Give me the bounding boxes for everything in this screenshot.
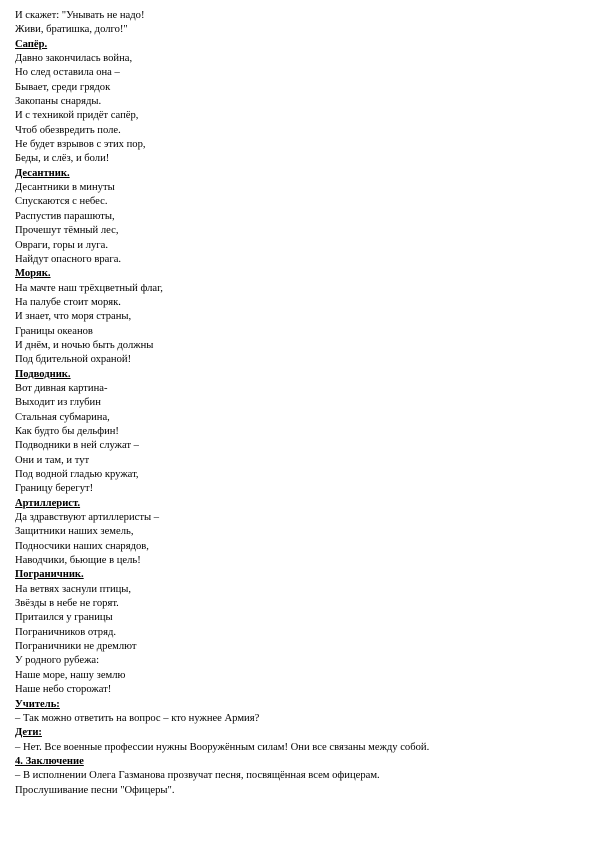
text-line: Под бдительной охраной!: [15, 354, 132, 366]
text-line: Найдут опасного врага.: [15, 253, 122, 265]
section-heading: Артиллерист.: [15, 497, 81, 509]
text-line: Наводчики, бьющие в цель!: [15, 555, 141, 567]
text-line: Закопаны снаряды.: [15, 96, 102, 108]
text-line: Но след оставила она –: [15, 67, 120, 79]
text-line: Десантники в минуты: [15, 182, 115, 194]
text-line: Выходит из глубин: [15, 397, 101, 409]
text-line: И днём, и ночью быть должны: [15, 339, 154, 351]
text-line: На мачте наш трёхцветный флаг,: [15, 282, 163, 294]
text-line: Чтоб обезвредить поле.: [15, 124, 121, 136]
document-page: [15, 9, 585, 798]
section-heading: Учитель:: [15, 698, 60, 710]
text-line: Не будет взрывов с этих пор,: [15, 139, 146, 151]
text-line: Пограничников отряд.: [15, 626, 116, 638]
text-line: И скажет: "Унывать не надо!: [15, 10, 145, 21]
text-line: Прослушивание песни "Офицеры".: [15, 784, 175, 796]
text-line: Давно закончилась война,: [15, 53, 133, 65]
text-line: Звёзды в небе не горят.: [15, 598, 119, 610]
text-line: Беды, и слёз, и боли!: [15, 153, 110, 165]
text-line: Защитники наших земель,: [15, 526, 134, 538]
text-line: Спускаются с небес.: [15, 196, 108, 208]
text-line: Они и там, и тут: [15, 454, 90, 466]
text-line: Подводники в ней служат –: [15, 440, 139, 452]
text-line: На палубе стоит моряк.: [15, 296, 121, 308]
text-line: Стальная субмарина,: [15, 411, 110, 423]
text-line: Овраги, горы и луга.: [15, 239, 109, 251]
text-line: У родного рубежа:: [15, 655, 100, 667]
text-line: Наше небо сторожат!: [15, 684, 112, 696]
text-line: – Нет. Все военные профессии нужны Вооружённым силам! Они все связаны между собой.: [15, 741, 430, 753]
section-heading: Дети:: [15, 727, 42, 739]
section-heading: Подводник.: [15, 368, 71, 380]
text-line: И с техникой придёт сапёр,: [15, 110, 139, 122]
text-line: И знает, что моря страны,: [15, 311, 132, 323]
text-line: Границы океанов: [15, 325, 93, 337]
section-heading: Моряк.: [15, 268, 51, 280]
text-line: Под водной гладью кружат,: [15, 469, 139, 480]
text-line: Как будто бы дельфин!: [15, 425, 119, 437]
text-line: Распустив парашюты,: [15, 210, 115, 222]
text-line: Притаился у границы: [15, 612, 113, 624]
text-line: Наше море, нашу землю: [15, 669, 126, 681]
text-line: Бывает, среди грядок: [15, 81, 111, 93]
section-heading: 4. Заключение: [15, 755, 84, 767]
text-line: Прочешут тёмный лес,: [15, 225, 119, 237]
section-heading: Десантник.: [15, 167, 70, 179]
text-line: Вот дивная картина-: [15, 382, 108, 394]
text-line: Живи, братишка, долго!": [15, 24, 128, 36]
text-line: – Так можно ответить на вопрос – кто нужнее Армия?: [15, 712, 260, 724]
section-heading: Пограничник.: [15, 569, 84, 581]
text-line: Подносчики наших снарядов,: [15, 540, 149, 552]
section-heading: Сапёр.: [15, 38, 48, 50]
text-line: На ветвях заснули птицы,: [15, 583, 132, 595]
text-line: – В исполнении Олега Газманова прозвучат песня, посвящённая всем офицерам.: [15, 770, 380, 782]
text-line: Да здравствуют артиллеристы –: [15, 512, 160, 524]
text-line: Пограничники не дремлют: [15, 641, 137, 653]
text-line: Границу берегут!: [15, 483, 94, 495]
